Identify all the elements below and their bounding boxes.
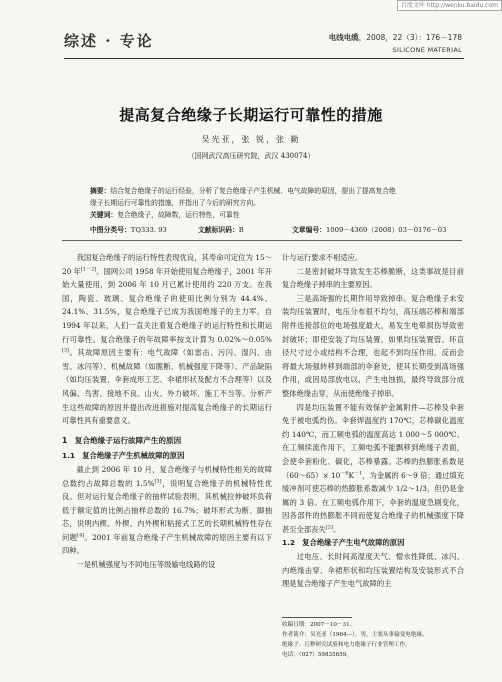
paper-title: 提高复合绝缘子长期运行可靠性的措施: [119, 106, 383, 124]
section-heading-1: 1 复合绝缘子运行故障产生的原因: [62, 435, 182, 445]
reason-two-paragraph: 二是密封破坏导致发生芯棒脆断，这类事故是目前复合绝缘子掉串的主要原因。: [282, 266, 464, 290]
received-date: 收稿日期：2007－10－31。: [282, 622, 356, 628]
issue-info: 2008，22（3）：176－178: [366, 33, 462, 42]
subsection-heading-1-1: 1.1 复合绝缘子产生机械故障的原因: [62, 451, 185, 461]
keywords-label: 关键词：: [90, 211, 118, 219]
reason-four-text-3: 。: [332, 524, 341, 534]
abstract-rule: [62, 240, 462, 241]
intro-text-2: 。国网公司 1958 年开始使用复合绝缘子，2001 年开始大量使用，到 2006 年 10 月已累计使用约 220 万支。在我国，陶瓷、玻璃、复合绝缘子的使用比例分别为 44.4%、24.1%、31.5%，复合绝缘子已成为我国绝缘子的主力军。自 1994 年以来，人们一直关注着复合绝缘子的运行特性和长期运行可靠性。复合绝缘子的年故障率按支计算为 0.02%～0.05%: [62, 266, 272, 344]
intro-paragraph: [62, 251, 272, 428]
electrical-paragraph: 过电压、长时间高湿度天气、憎水性降低、冰闪、内绝缘击穿、伞裙形状和均压装置结构及安装形式不合理是复合绝缘子产生电气故障的主: [282, 552, 464, 589]
mechanical-paragraph: [62, 463, 272, 558]
subsection-heading-1-2: 1.2 复合绝缘子产生电气故障的原因: [282, 538, 405, 548]
exponent: －1: [353, 470, 363, 477]
footnote: [282, 620, 472, 660]
intro-text-1: 我国复合绝缘子的运行特性表现优良，其寿命可定位为 15～20 年: [62, 253, 272, 276]
citation: [4]: [77, 532, 85, 539]
mechanical-text-2: ，说明复合绝缘子的机械特性优良。但对运行复合绝缘子的抽样试验表明，其机械拉伸破坏负荷低于额定值的比例占抽样总数的 16.7%；破坏形式为断、脚抽芯，说明内楔、外楔、内外楔和粘接式工艺的长期机械特性存在问题: [62, 478, 272, 542]
reason-four-text-1: 四是均压装置不能有效保护金属附件—芯棒及伞套免于被电弧灼伤。伞套焊温度约 170℃，芯棒碳化温度约 140℃，而工频电弧的温度高达 1 000～5 000℃。在工频续流作用下，工频电弧不能飘移到绝缘子表面，会使伞套粉化、碳化，芯棒暴露。芯棒的热膨胀系数是（60～65）× 10: [282, 402, 464, 480]
reason-four-paragraph: [282, 401, 464, 537]
reason-one-paragraph: 一是机械强度与不同电压等级输电线路的设: [76, 560, 216, 570]
citation: [1－2]: [80, 266, 97, 273]
abstract-label: 摘要：: [90, 187, 111, 195]
citation: [2]: [325, 524, 333, 531]
article-number-label: 文章编号：: [292, 226, 326, 234]
unit-k: K: [348, 470, 354, 480]
author-intro: 作者简介：吴光亚（1964—），男，主要从事输变电绝缘、: [282, 632, 428, 638]
header-rule: [64, 58, 464, 59]
doc-code: B: [238, 226, 244, 234]
right-column: [282, 251, 464, 591]
article-number-line: [292, 224, 446, 234]
author-intro-2: 绝缘子、污秽研究试验和电力绝缘子行业管理工作。: [282, 642, 411, 648]
watermark: 百度文库 http://wenku.baidu.com: [397, 0, 502, 11]
exponent: －6: [340, 470, 349, 477]
journal-name: 电线电缆: [328, 33, 359, 42]
citation: [3]: [62, 347, 70, 354]
clc-code: TQ333. 93: [130, 226, 167, 234]
footnote-rule: [282, 617, 352, 618]
abstract-line-2: 缘子长期运行可靠性的措施，并指出了今后的研究方向。: [90, 199, 260, 207]
reason-four-text-2: ，为金属的 6～9 倍；通过填充缓冲剂可使芯棒的热膨胀系数减少 1/2～1/3，但仍是金属的 3 倍。在工频电弧作用下，伞套的温度急剧变化，因各部件的热膨胀不同而使复合绝缘子的机械强度下降甚至全部丧失: [282, 470, 464, 534]
clc-line: [90, 224, 167, 234]
article-number: 1009－4369（2008）03－0176－03: [325, 226, 447, 234]
intro-text-3: 。其故障原因主要有：电气故障（如雷击、污闪、湿闪、由雪、冰闪等）、机械故障（如脆断、机械强度下降等）、产品缺陷（如均压装置、伞套成形工艺、伞裙形状及配方不合理等）以及风偏、鸟害、接地不良、山火、外力破坏、施工不当等。分析产生这些故障的原因并提出改进措施对提高复合绝缘子的长期运行可靠性具有重要意义。: [62, 348, 272, 426]
abstract-block: [90, 185, 430, 221]
affiliation: （国网武汉高压研究院，武汉 430074）: [187, 152, 315, 160]
contact-phone: 电话：（027）59835659。: [282, 652, 352, 658]
doc-code-label: 文献标识码：: [198, 226, 239, 234]
mechanical-text-3: 。2001 年前复合绝缘子产生机械故障的原因主要有以下四种。: [62, 532, 273, 556]
citation: [3]: [154, 478, 162, 485]
journal-info: 电线电缆，2008，22（3）：176－178: [328, 33, 462, 42]
keywords: 复合绝缘子，故障数，运行特性，可靠性: [117, 211, 240, 219]
left-column: [62, 251, 272, 572]
clc-label: 中图分类号：: [90, 226, 131, 234]
mechanical-text-1: 截止到 2006 年 10 月，复合绝缘子与机械特性相关的故障总数约占故障总数的 1.5%: [62, 464, 272, 488]
abstract-line-1: [90, 185, 430, 197]
journal-english-name: SILICONE MATERIAL: [392, 46, 462, 54]
authors: 吴光亚，张 锐，张 勤: [201, 135, 301, 144]
reason-three-paragraph: 三是高场强的长期作用导致掉串。复合绝缘子未安装均压装置时，电压分布很不均匀，高压端芯棒和端部附件连接部位的电场强度最大，易发生电晕损伤导致密封破坏；即使安装了均压装置，如果均压装置管、环直径尺寸过小或结构不合理，也起不到均压作用，反而会将最大场强转移到端部的伞套处，使其长期受到高场强作用，或因局部放电以，产生电蚀损，最终导致部分成整体绝缘击穿，从而使绝缘子掉串。: [282, 293, 464, 398]
abstract-text-1: 结合复合绝缘子的运行经验，分析了复合绝缘子产生机械、电气故障的原因，提出了提高复合绝: [110, 187, 396, 195]
section-label: 综述 · 专论: [64, 32, 154, 50]
reason-one-continued: 计与运行要求不相适应。: [282, 253, 363, 262]
keywords-line: [90, 209, 430, 221]
doc-code-line: [198, 224, 244, 234]
